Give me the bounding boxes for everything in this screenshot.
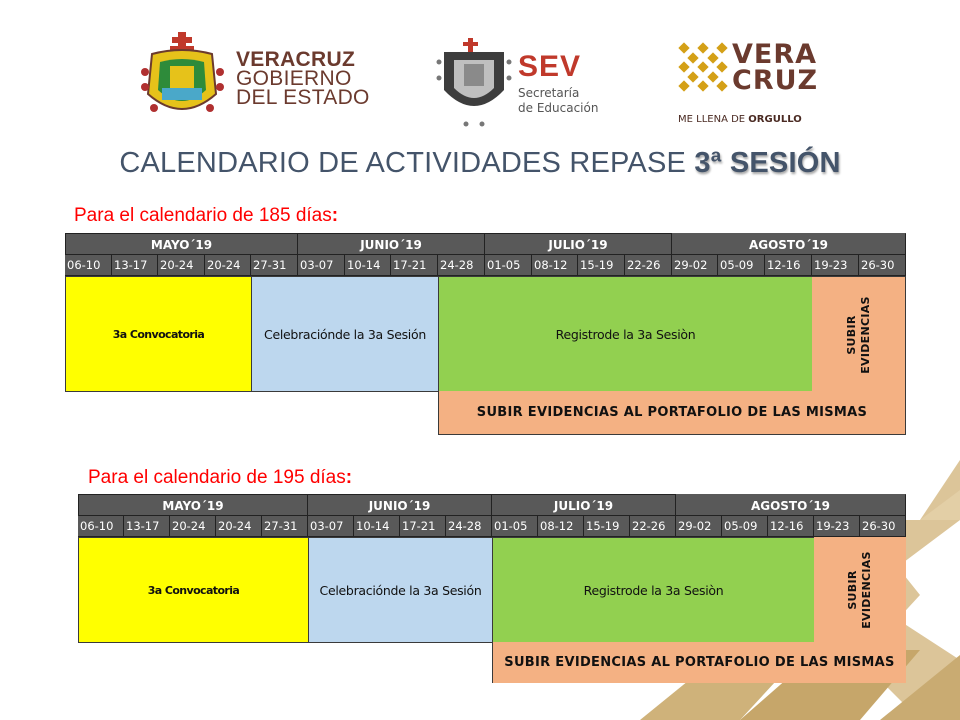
logo-gobierno-veracruz	[140, 32, 380, 122]
gobierno-line2: GOBIERNO	[236, 67, 352, 90]
month-header: MAYO´19	[65, 233, 298, 255]
activity-portafolio: SUBIR EVIDENCIAS AL PORTAFOLIO DE LAS MISMAS	[438, 391, 906, 435]
activity-subir-evidencias: SUBIR EVIDENCIAS	[814, 537, 906, 643]
week-cell: 12-16	[768, 516, 814, 537]
month-header: AGOSTO´19	[672, 233, 906, 255]
week-cell: 08-12	[538, 516, 584, 537]
week-cell: 01-05	[492, 516, 538, 537]
week-cell: 20-24	[158, 255, 205, 276]
week-cell: 03-07	[298, 255, 345, 276]
calendar-195-subtitle: Para el calendario de 195 días:	[88, 467, 353, 488]
week-cell: 15-19	[584, 516, 630, 537]
week-cell: 27-31	[251, 255, 298, 276]
logo-sev	[436, 38, 616, 128]
month-header: JUNIO´19	[298, 233, 485, 255]
week-cell: 17-21	[391, 255, 438, 276]
month-header: JUNIO´19	[308, 494, 492, 516]
sev-line1: Secretaría	[518, 86, 580, 100]
week-cell: 20-24	[170, 516, 216, 537]
veracruz-line2: CRUZ	[732, 65, 819, 96]
week-cell: 19-23	[814, 516, 860, 537]
week-cell: 08-12	[532, 255, 578, 276]
week-cell: 05-09	[718, 255, 765, 276]
week-cell: 05-09	[722, 516, 768, 537]
week-cell: 26-30	[860, 516, 906, 537]
gold-knot-icon	[676, 40, 730, 94]
week-cell: 24-28	[446, 516, 492, 537]
sev-line2: de Educación	[518, 101, 599, 115]
week-cell: 01-05	[485, 255, 532, 276]
week-cell: 03-07	[308, 516, 354, 537]
week-cell: 10-14	[345, 255, 391, 276]
calendar-185-table	[65, 233, 907, 435]
activity-subir-evidencias: SUBIR EVIDENCIAS	[812, 276, 906, 392]
month-header: JULIO´19	[492, 494, 676, 516]
week-cell: 20-24	[205, 255, 251, 276]
veracruz-tagline: ME LLENA DE ORGULLO	[678, 114, 802, 125]
activity-portafolio: SUBIR EVIDENCIAS AL PORTAFOLIO DE LAS MISMAS	[492, 642, 906, 683]
week-cell: 24-28	[438, 255, 485, 276]
month-header: MAYO´19	[78, 494, 308, 516]
week-cell: 13-17	[112, 255, 158, 276]
week-cell: 26-30	[859, 255, 906, 276]
week-cell: 19-23	[812, 255, 859, 276]
activity-celebracion: Celebraciónde la 3a Sesión	[251, 276, 439, 392]
month-header: AGOSTO´19	[676, 494, 906, 516]
calendar-195-header	[78, 494, 906, 537]
activity-convocatoria: 3a Convocatoria	[65, 276, 252, 392]
gobierno-line3: DEL ESTADO	[236, 86, 370, 109]
activity-registro: Registrode la 3a Sesiòn	[438, 276, 813, 392]
coat-of-arms-icon	[140, 32, 230, 122]
month-header: JULIO´19	[485, 233, 672, 255]
week-cell: 06-10	[78, 516, 124, 537]
page-title: CALENDARIO DE ACTIVIDADES REPASE 3ª SESIÓN	[119, 147, 841, 179]
week-cell: 29-02	[676, 516, 722, 537]
activity-convocatoria: 3a Convocatoria	[78, 537, 309, 643]
sev-shield-icon	[436, 38, 512, 128]
logo-veracruz-orgullo	[676, 40, 836, 132]
week-cell: 20-24	[216, 516, 262, 537]
week-cell: 13-17	[124, 516, 170, 537]
activity-celebracion: Celebraciónde la 3a Sesión	[308, 537, 493, 643]
calendar-185-subtitle: Para el calendario de 185 días:	[74, 205, 339, 226]
week-cell: 27-31	[262, 516, 308, 537]
week-cell: 17-21	[400, 516, 446, 537]
week-cell: 10-14	[354, 516, 400, 537]
week-cell: 29-02	[672, 255, 718, 276]
week-cell: 15-19	[578, 255, 625, 276]
week-cell: 22-26	[625, 255, 672, 276]
veracruz-line1: VERA	[732, 39, 818, 70]
calendar-195-table	[78, 494, 907, 683]
activity-registro: Registrode la 3a Sesiòn	[492, 537, 815, 643]
sev-acronym: SEV	[518, 50, 582, 83]
gobierno-line1: VERACRUZ	[236, 48, 356, 71]
week-cell: 06-10	[65, 255, 112, 276]
calendar-185-header	[65, 233, 906, 276]
week-cell: 12-16	[765, 255, 812, 276]
week-cell: 22-26	[630, 516, 676, 537]
